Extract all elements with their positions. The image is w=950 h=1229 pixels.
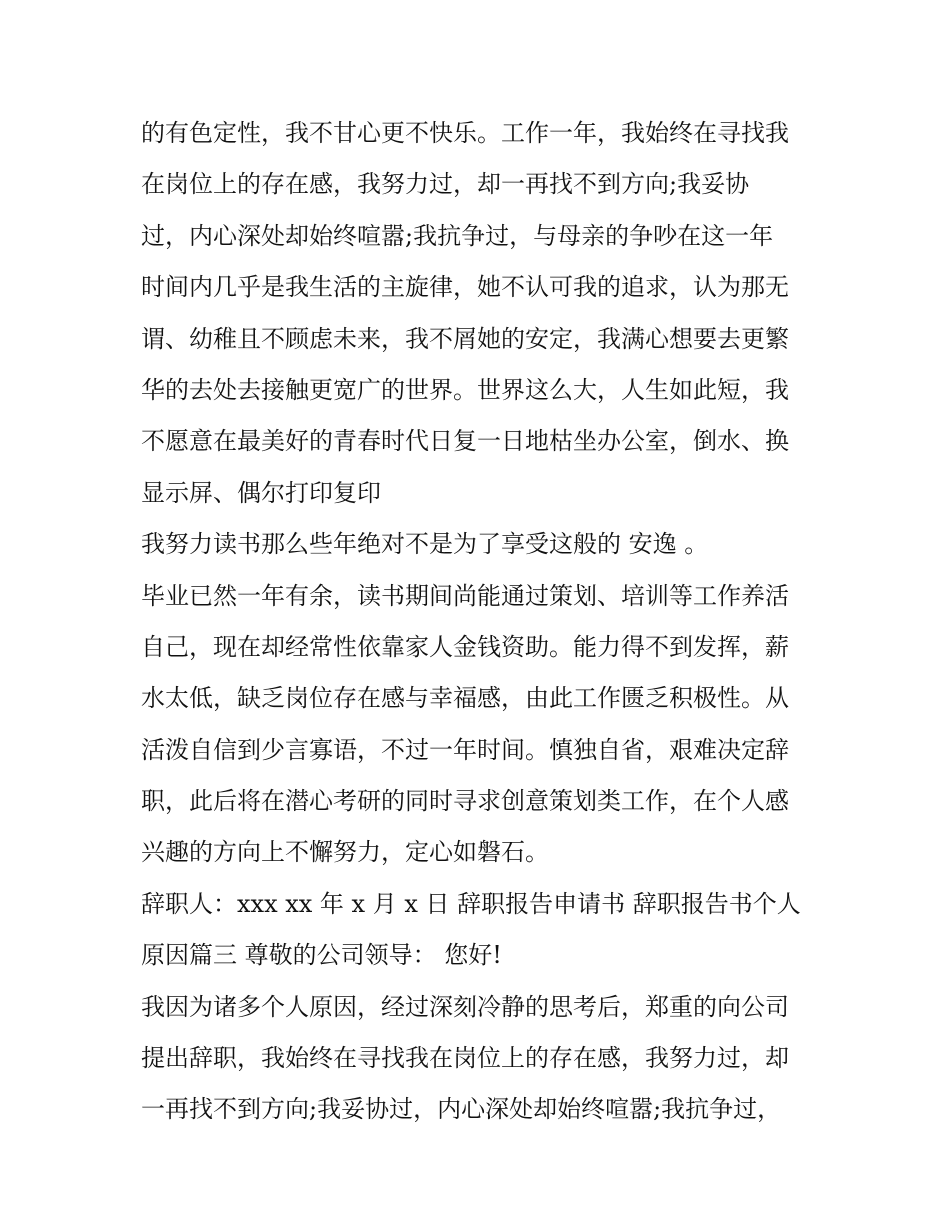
text-line: 职，此后将在潜心考研的同时寻求创意策划类工作，在个人感	[141, 787, 789, 816]
text-line: 时间内几乎是我生活的主旋律，她不认可我的追求，认为那无	[141, 273, 789, 302]
text-line: 的有色定性，我不甘心更不快乐。工作一年，我始终在寻找我	[141, 119, 789, 147]
text-line: 兴趣的方向上不懈努力，定心如磐石。	[141, 838, 549, 867]
text-line: 辞职人：xxx xx 年 x 月 x 日 辞职报告申请书 辞职报告书个人	[141, 889, 801, 918]
text-line: 水太低，缺乏岗位存在感与幸福感，由此工作匮乏积极性。从	[141, 684, 789, 713]
text-line: 活泼自信到少言寡语，不过一年时间。慎独自省，艰难决定辞	[141, 735, 789, 764]
document-body	[141, 108, 821, 1136]
text-line: 在岗位上的存在感，我努力过，却一再找不到方向;我妥协	[141, 170, 750, 199]
text-line: 不愿意在最美好的青春时代日复一日地枯坐办公室，倒水、换	[141, 427, 789, 456]
text-line: 我努力读书那么些年绝对不是为了享受这般的 安逸 。	[141, 530, 709, 559]
text-line: 华的去处去接触更宽广的世界。世界这么大，人生如此短，我	[141, 375, 789, 404]
text-line: 我因为诸多个人原因，经过深刻冷静的思考后，郑重的向公司	[141, 992, 789, 1021]
text-line: 一再找不到方向;我妥协过，内心深处却始终喧嚣;我抗争过，	[141, 1095, 782, 1124]
text-line: 过，内心深处却始终喧嚣;我抗争过，与母亲的争吵在这一年	[141, 221, 774, 250]
text-line: 谓、幼稚且不顾虑未来，我不屑她的安定，我满心想要去更繁	[141, 324, 789, 353]
text-line: 毕业已然一年有余，读书期间尚能通过策划、培训等工作养活	[141, 581, 789, 610]
text-line: 提出辞职，我始终在寻找我在岗位上的存在感，我努力过，却	[141, 1044, 789, 1073]
text-line: 自己，现在却经常性依靠家人金钱资助。能力得不到发挥，薪	[141, 632, 789, 661]
text-line: 显示屏、偶尔打印复印	[141, 478, 381, 507]
text-line: 原因篇三 尊敬的公司领导： 您好!	[141, 941, 502, 970]
